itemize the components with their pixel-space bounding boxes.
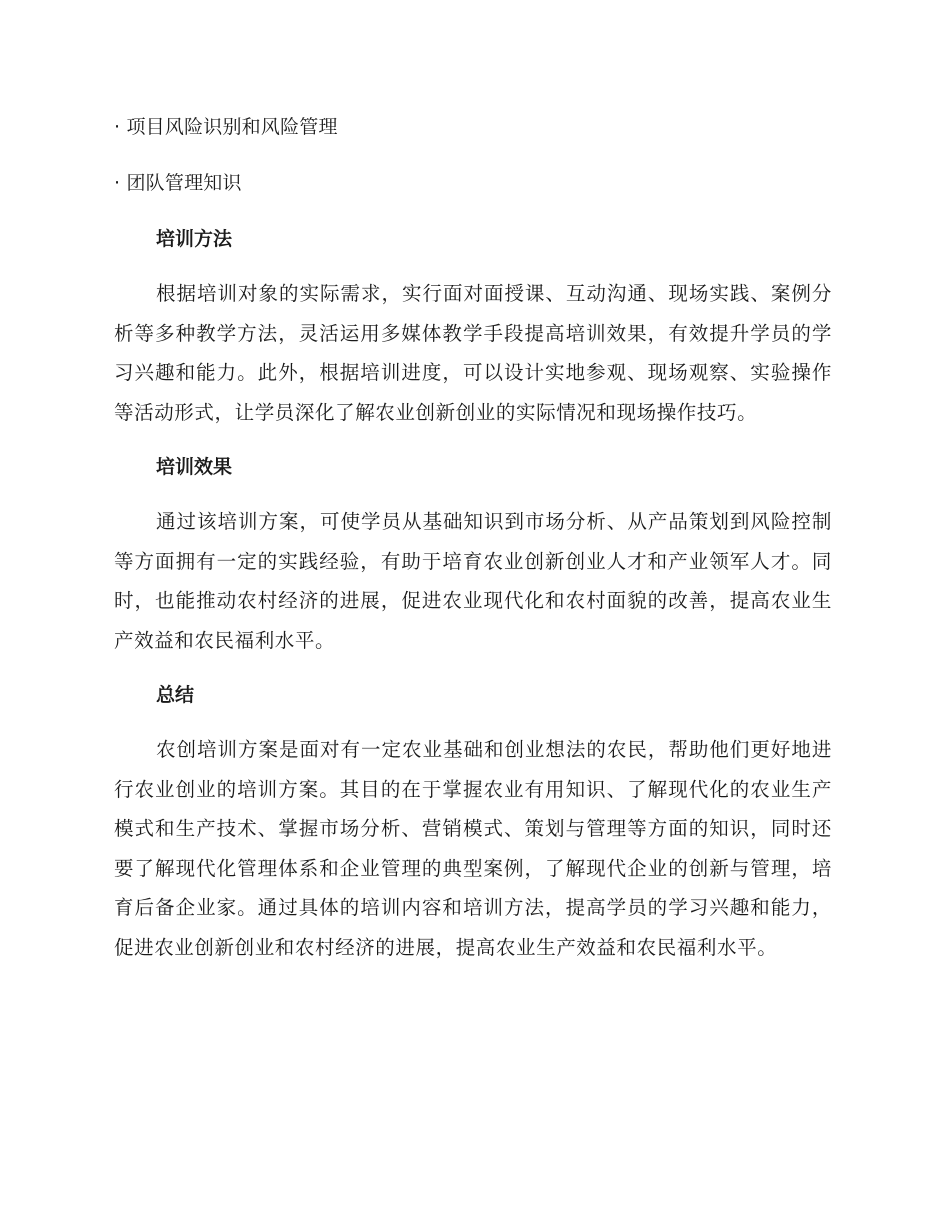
document-content — [114, 110, 832, 985]
section-heading-training-effects: 培训效果 — [156, 456, 233, 478]
bullet-risk-management: · 项目风险识别和风险管理 — [114, 116, 338, 138]
section-heading-training-methods: 培训方法 — [156, 228, 233, 250]
bullet-team-management: · 团队管理知识 — [114, 172, 242, 194]
section-body-summary: 农创培训方案是面对有一定农业基础和创业想法的农民，帮助他们更好地进行农业创业的培训方案。其目的在于掌握农业有用知识、了解现代化的农业生产模式和生产技术、掌握市场分析、营销模式、策划与管理等方面的知识，同时还要了解现代化管理体系和企业管理的典型案例，了解现代企业的创新与管理，培育后备企业家。通过具体的培训内容和培训方法，提高学员的学习兴趣和能力，促进农业创新创业和农村经济的进展，提高农业生产效益和农民福利水平。 — [114, 738, 832, 959]
section-body-training-methods: 根据培训对象的实际需求，实行面对面授课、互动沟通、现场实践、案例分析等多种教学方法，灵活运用多媒体教学手段提高培训效果，有效提升学员的学习兴趣和能力。此外，根据培训进度，可以设计实地参观、现场观察、实验操作等活动形式，让学员深化了解农业创新创业的实际情况和现场操作技巧。 — [114, 282, 832, 424]
section-body-training-effects: 通过该培训方案，可使学员从基础知识到市场分析、从产品策划到风险控制等方面拥有一定的实践经验，有助于培育农业创新创业人才和产业领军人才。同时，也能推动农村经济的进展，促进农业现代化和农村面貌的改善，提高农业生产效益和农民福利水平。 — [114, 510, 832, 652]
section-heading-summary: 总结 — [156, 684, 195, 706]
